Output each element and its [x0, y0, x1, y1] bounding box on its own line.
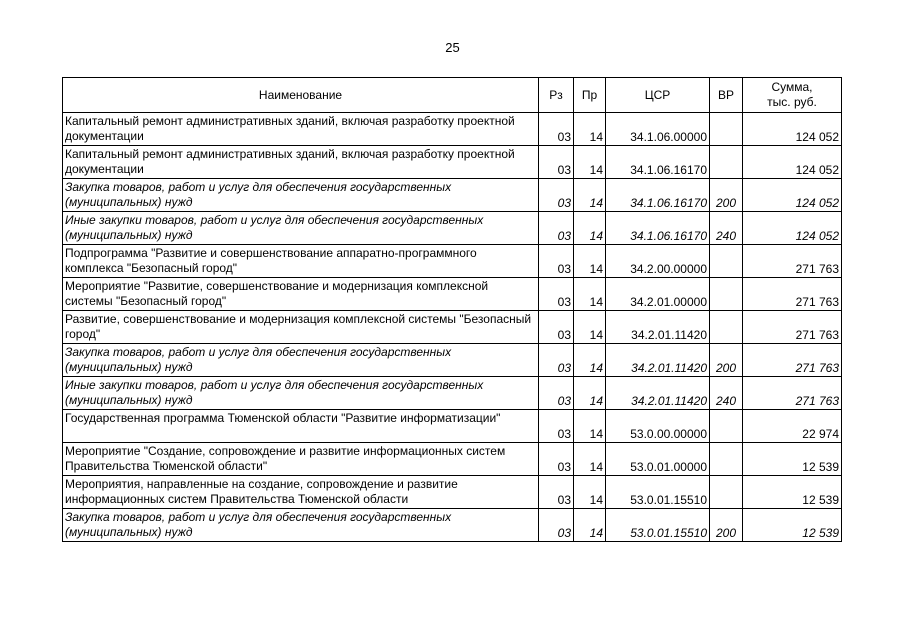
cell-pr: 14 — [574, 443, 606, 476]
cell-rz: 03 — [539, 443, 574, 476]
cell-pr: 14 — [574, 245, 606, 278]
cell-vr — [710, 113, 743, 146]
cell-pr: 14 — [574, 113, 606, 146]
cell-pr: 14 — [574, 278, 606, 311]
cell-rz: 03 — [539, 509, 574, 542]
cell-sum: 124 052 — [743, 179, 842, 212]
table-row — [63, 476, 842, 509]
cell-vr: 240 — [710, 377, 743, 410]
cell-csr: 53.0.01.15510 — [606, 509, 710, 542]
cell-pr: 14 — [574, 146, 606, 179]
cell-csr: 34.2.01.11420 — [606, 344, 710, 377]
table-row — [63, 509, 842, 542]
table-row — [63, 212, 842, 245]
cell-csr: 53.0.01.15510 — [606, 476, 710, 509]
cell-pr: 14 — [574, 311, 606, 344]
page-number: 25 — [445, 40, 460, 55]
cell-vr — [710, 311, 743, 344]
table-row — [63, 344, 842, 377]
cell-rz: 03 — [539, 377, 574, 410]
cell-pr: 14 — [574, 476, 606, 509]
cell-csr: 34.2.01.00000 — [606, 278, 710, 311]
cell-sum: 12 539 — [743, 509, 842, 542]
header-name: Наименование — [63, 78, 539, 113]
table-body — [63, 113, 842, 542]
table-header-row — [63, 78, 842, 113]
cell-rz: 03 — [539, 212, 574, 245]
cell-sum: 124 052 — [743, 146, 842, 179]
cell-name: Подпрограмма "Развитие и совершенствование аппаратно-программного комплекса "Безопасный город" — [63, 245, 539, 278]
cell-vr — [710, 410, 743, 443]
cell-vr: 240 — [710, 212, 743, 245]
header-sum-line2: тыс. руб. — [767, 95, 817, 109]
table-row — [63, 146, 842, 179]
cell-rz: 03 — [539, 113, 574, 146]
cell-name: Капитальный ремонт административных зданий, включая разработку проектной документации — [63, 146, 539, 179]
cell-name: Закупка товаров, работ и услуг для обеспечения государственных (муниципальных) нужд — [63, 179, 539, 212]
cell-pr: 14 — [574, 377, 606, 410]
cell-sum: 12 539 — [743, 443, 842, 476]
cell-name: Государственная программа Тюменской области "Развитие информатизации" — [63, 410, 539, 443]
cell-name: Капитальный ремонт административных зданий, включая разработку проектной документации — [63, 113, 539, 146]
budget-table — [62, 77, 842, 542]
cell-sum: 124 052 — [743, 212, 842, 245]
cell-vr — [710, 278, 743, 311]
cell-vr — [710, 476, 743, 509]
header-rz: Рз — [539, 78, 574, 113]
cell-rz: 03 — [539, 179, 574, 212]
table-row — [63, 113, 842, 146]
table-row — [63, 278, 842, 311]
cell-sum: 124 052 — [743, 113, 842, 146]
cell-csr: 34.2.01.11420 — [606, 377, 710, 410]
table-row — [63, 377, 842, 410]
cell-name: Развитие, совершенствование и модернизация комплексной системы "Безопасный город" — [63, 311, 539, 344]
cell-sum: 271 763 — [743, 344, 842, 377]
table-row — [63, 311, 842, 344]
cell-pr: 14 — [574, 344, 606, 377]
cell-rz: 03 — [539, 311, 574, 344]
cell-csr: 53.0.01.00000 — [606, 443, 710, 476]
cell-rz: 03 — [539, 146, 574, 179]
header-pr: Пр — [574, 78, 606, 113]
cell-sum: 22 974 — [743, 410, 842, 443]
table-row — [63, 245, 842, 278]
cell-rz: 03 — [539, 476, 574, 509]
cell-name: Мероприятия, направленные на создание, сопровождение и развитие информационных систем Правительства Тюменской области — [63, 476, 539, 509]
cell-sum: 271 763 — [743, 311, 842, 344]
cell-vr: 200 — [710, 179, 743, 212]
cell-name: Мероприятие "Развитие, совершенствование и модернизация комплексной системы "Безопасный город" — [63, 278, 539, 311]
header-sum — [743, 78, 842, 113]
cell-name: Закупка товаров, работ и услуг для обеспечения государственных (муниципальных) нужд — [63, 344, 539, 377]
table-row — [63, 410, 842, 443]
cell-vr: 200 — [710, 344, 743, 377]
cell-sum: 271 763 — [743, 377, 842, 410]
cell-name: Мероприятие "Создание, сопровождение и развитие информационных систем Правительства Тюменской области" — [63, 443, 539, 476]
cell-vr — [710, 245, 743, 278]
cell-pr: 14 — [574, 509, 606, 542]
cell-name: Иные закупки товаров, работ и услуг для обеспечения государственных (муниципальных) нужд — [63, 377, 539, 410]
cell-sum: 12 539 — [743, 476, 842, 509]
cell-rz: 03 — [539, 245, 574, 278]
header-sum-line1: Сумма, — [771, 80, 813, 94]
cell-name: Иные закупки товаров, работ и услуг для обеспечения государственных (муниципальных) нужд — [63, 212, 539, 245]
cell-csr: 34.1.06.16170 — [606, 146, 710, 179]
cell-vr — [710, 443, 743, 476]
cell-csr: 34.2.01.11420 — [606, 311, 710, 344]
cell-pr: 14 — [574, 179, 606, 212]
cell-vr: 200 — [710, 509, 743, 542]
cell-vr — [710, 146, 743, 179]
table-row — [63, 443, 842, 476]
cell-rz: 03 — [539, 344, 574, 377]
cell-sum: 271 763 — [743, 245, 842, 278]
cell-csr: 34.1.06.16170 — [606, 212, 710, 245]
cell-csr: 53.0.00.00000 — [606, 410, 710, 443]
cell-csr: 34.2.00.00000 — [606, 245, 710, 278]
header-vr: ВР — [710, 78, 743, 113]
cell-csr: 34.1.06.00000 — [606, 113, 710, 146]
cell-pr: 14 — [574, 410, 606, 443]
table-row — [63, 179, 842, 212]
cell-rz: 03 — [539, 410, 574, 443]
cell-name: Закупка товаров, работ и услуг для обеспечения государственных (муниципальных) нужд — [63, 509, 539, 542]
header-csr: ЦСР — [606, 78, 710, 113]
cell-rz: 03 — [539, 278, 574, 311]
cell-csr: 34.1.06.16170 — [606, 179, 710, 212]
cell-pr: 14 — [574, 212, 606, 245]
cell-sum: 271 763 — [743, 278, 842, 311]
